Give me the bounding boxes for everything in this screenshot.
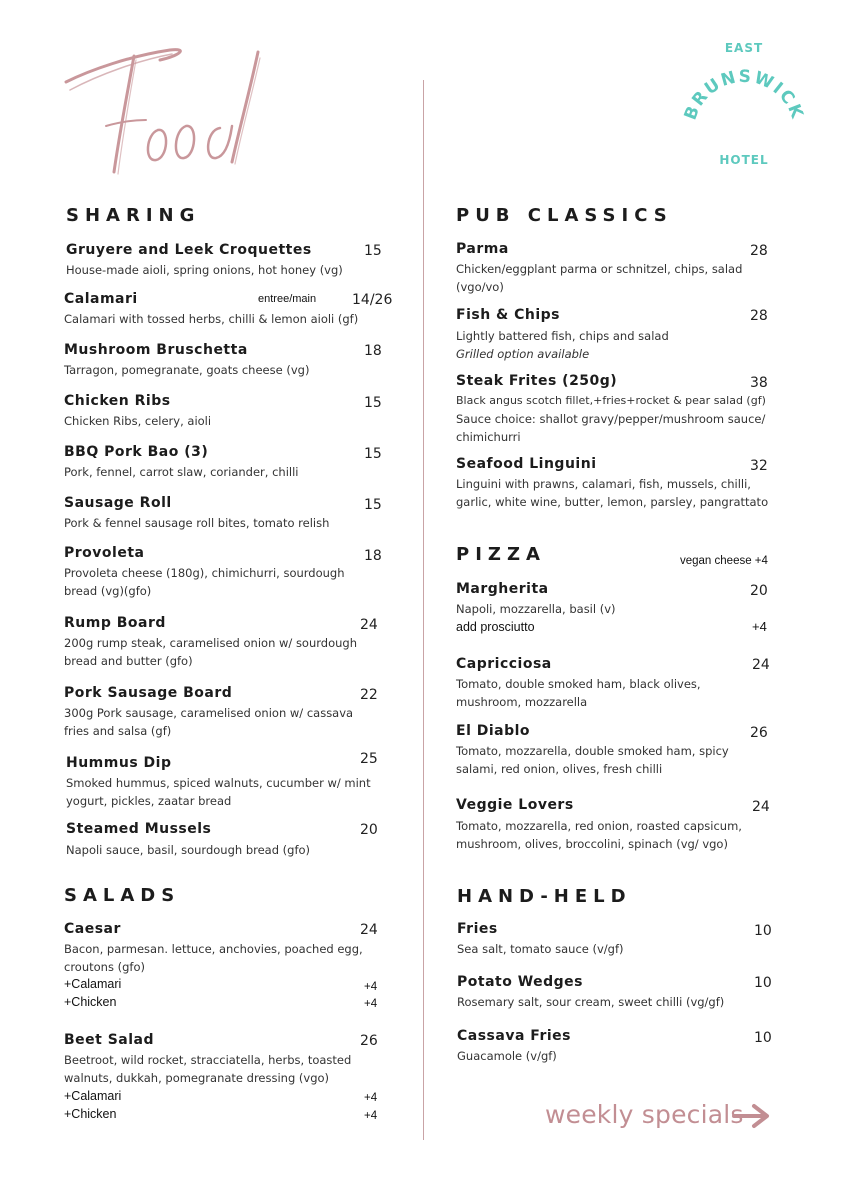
section-title-salads: SALADS xyxy=(64,885,181,906)
item-name: Rump Board xyxy=(64,615,166,631)
item-name: Fries xyxy=(457,921,498,937)
item-name: BBQ Pork Bao (3) xyxy=(64,444,209,460)
item-name: Margherita xyxy=(456,581,549,597)
item-desc: Napoli, mozzarella, basil (v) xyxy=(456,602,616,616)
item-name: Beet Salad xyxy=(64,1032,155,1048)
item-desc: Tarragon, pomegranate, goats cheese (vg) xyxy=(64,363,310,377)
entree-main-note: entree/main xyxy=(258,293,317,305)
item-price: 15 xyxy=(364,446,382,462)
item-desc: Lightly battered fish, chips and salad xyxy=(456,329,669,343)
addon-price: +4 xyxy=(364,1092,378,1104)
item-desc: croutons (gfo) xyxy=(64,960,145,974)
item-price: 24 xyxy=(360,617,378,633)
addon-price: +4 xyxy=(364,998,378,1010)
item-name: Steamed Mussels xyxy=(66,821,212,837)
weekly-specials-link[interactable]: weekly specials xyxy=(545,1100,744,1129)
item-desc-italic: Grilled option available xyxy=(456,347,590,361)
column-divider xyxy=(423,80,424,1140)
item-price: 38 xyxy=(750,375,768,391)
item-name: Veggie Lovers xyxy=(456,797,574,813)
item-name: El Diablo xyxy=(456,723,531,739)
item-name: Hummus Dip xyxy=(66,755,172,771)
addon-price: +4 xyxy=(752,619,767,634)
addon-prosciutto: add prosciutto xyxy=(456,620,535,634)
addon-calamari: +Calamari xyxy=(64,1089,122,1103)
item-price: 15 xyxy=(364,243,382,259)
item-desc: walnuts, dukkah, pomegranate dressing (vgo) xyxy=(64,1071,330,1085)
item-name: Steak Frites (250g) xyxy=(456,373,618,389)
item-price: 10 xyxy=(754,923,772,939)
item-name: Cassava Fries xyxy=(457,1028,571,1044)
item-price: 24 xyxy=(752,657,770,673)
item-desc: 200g rump steak, caramelised onion w/ sourdough xyxy=(64,636,357,650)
item-desc: chimichurri xyxy=(456,430,521,444)
item-price: 10 xyxy=(754,1030,772,1046)
addon-chicken: +Chicken xyxy=(64,995,117,1009)
item-desc: Chicken Ribs, celery, aioli xyxy=(64,414,212,428)
item-desc: yogurt, pickles, zaatar bread xyxy=(66,794,232,808)
item-desc: fries and salsa (gf) xyxy=(64,724,172,738)
item-name: Seafood Linguini xyxy=(456,456,597,472)
item-desc: House-made aioli, spring onions, hot honey (vg) xyxy=(66,263,343,277)
svg-text:BRUNSWICK xyxy=(681,67,808,123)
section-title-pizza: PIZZA xyxy=(456,544,546,565)
item-name: Provoleta xyxy=(64,545,145,561)
item-desc: mushroom, mozzarella xyxy=(456,695,588,709)
item-desc: Chicken/eggplant parma or schnitzel, chips, salad xyxy=(456,262,743,276)
item-desc: mushroom, olives, broccolini, spinach (vg/ vgo) xyxy=(456,837,728,851)
item-desc: 300g Pork sausage, caramelised onion w/ cassava xyxy=(64,706,354,720)
item-desc: Pork, fennel, carrot slaw, coriander, chilli xyxy=(64,465,299,479)
item-desc: salami, red onion, olives, fresh chilli xyxy=(456,762,663,776)
item-desc: Bacon, parmesan. lettuce, anchovies, poached egg, xyxy=(64,942,363,956)
item-desc: Provoleta cheese (180g), chimichurri, sourdough xyxy=(64,566,345,580)
item-price: 10 xyxy=(754,975,772,991)
item-desc: Guacamole (v/gf) xyxy=(457,1049,557,1063)
item-desc: Tomato, mozzarella, red onion, roasted capsicum, xyxy=(456,819,742,833)
item-name: Caesar xyxy=(64,921,121,937)
item-name: Sausage Roll xyxy=(64,495,172,511)
item-price: 20 xyxy=(750,583,768,599)
item-desc: Smoked hummus, spiced walnuts, cucumber w/ mint xyxy=(66,776,371,790)
item-price: 26 xyxy=(750,725,768,741)
item-name: Gruyere and Leek Croquettes xyxy=(66,242,312,258)
item-price: 28 xyxy=(750,308,768,324)
logo-brunswick: BRUNSWICK xyxy=(680,66,808,123)
item-price: 24 xyxy=(360,922,378,938)
logo-east: EAST xyxy=(724,41,764,55)
item-name: Calamari xyxy=(64,291,138,307)
item-desc: garlic, white wine, butter, lemon, parsley, pangrattato xyxy=(456,495,769,509)
addon-chicken: +Chicken xyxy=(64,1107,117,1121)
item-desc: Black angus scotch fillet,+fries+rocket & pear salad (gf) xyxy=(456,394,766,407)
item-price: 15 xyxy=(364,497,382,513)
item-desc: Calamari with tossed herbs, chilli & lemon aioli (gf) xyxy=(64,312,359,326)
east-brunswick-hotel-logo xyxy=(680,36,808,176)
item-name: Chicken Ribs xyxy=(64,393,171,409)
item-name: Capricciosa xyxy=(456,656,552,672)
item-desc: Linguini with prawns, calamari, fish, mussels, chilli, xyxy=(456,477,751,491)
item-price: 22 xyxy=(360,687,378,703)
addon-price: +4 xyxy=(364,1110,378,1122)
item-price: 28 xyxy=(750,243,768,259)
item-price: 14/26 xyxy=(352,292,393,308)
item-desc: bread and butter (gfo) xyxy=(64,654,193,668)
item-price: 24 xyxy=(752,799,770,815)
item-name: Fish & Chips xyxy=(456,307,561,323)
addon-price: +4 xyxy=(364,981,378,993)
item-name: Pork Sausage Board xyxy=(64,685,233,701)
item-desc: Rosemary salt, sour cream, sweet chilli (vg/gf) xyxy=(457,995,725,1009)
item-desc: Napoli sauce, basil, sourdough bread (gfo) xyxy=(66,843,311,857)
arrow-right-icon[interactable] xyxy=(732,1103,770,1129)
item-desc: Beetroot, wild rocket, stracciatella, herbs, toasted xyxy=(64,1053,352,1067)
section-title-sharing: SHARING xyxy=(66,205,201,226)
item-desc: Sea salt, tomato sauce (v/gf) xyxy=(457,942,624,956)
item-desc: (vgo/vo) xyxy=(456,280,504,294)
item-price: 18 xyxy=(364,548,382,564)
vegan-cheese-note: vegan cheese +4 xyxy=(680,555,768,567)
item-price: 18 xyxy=(364,343,382,359)
item-desc: Pork & fennel sausage roll bites, tomato relish xyxy=(64,516,330,530)
item-desc: Sauce choice: shallot gravy/pepper/mushroom sauce/ xyxy=(456,412,766,426)
food-title xyxy=(60,30,270,190)
item-name: Parma xyxy=(456,241,509,257)
addon-calamari: +Calamari xyxy=(64,977,122,991)
item-name: Potato Wedges xyxy=(457,974,584,990)
logo-hotel: HOTEL xyxy=(719,153,769,167)
item-price: 25 xyxy=(360,751,378,767)
item-desc: Tomato, mozzarella, double smoked ham, spicy xyxy=(456,744,729,758)
item-price: 20 xyxy=(360,822,378,838)
item-price: 15 xyxy=(364,395,382,411)
item-price: 26 xyxy=(360,1033,378,1049)
item-name: Mushroom Bruschetta xyxy=(64,342,248,358)
item-desc: bread (vg)(gfo) xyxy=(64,584,152,598)
item-desc: Tomato, double smoked ham, black olives, xyxy=(456,677,701,691)
section-title-pub-classics: PUB CLASSICS xyxy=(456,205,673,226)
section-title-hand-held: HAND-HELD xyxy=(457,886,632,907)
item-price: 32 xyxy=(750,458,768,474)
